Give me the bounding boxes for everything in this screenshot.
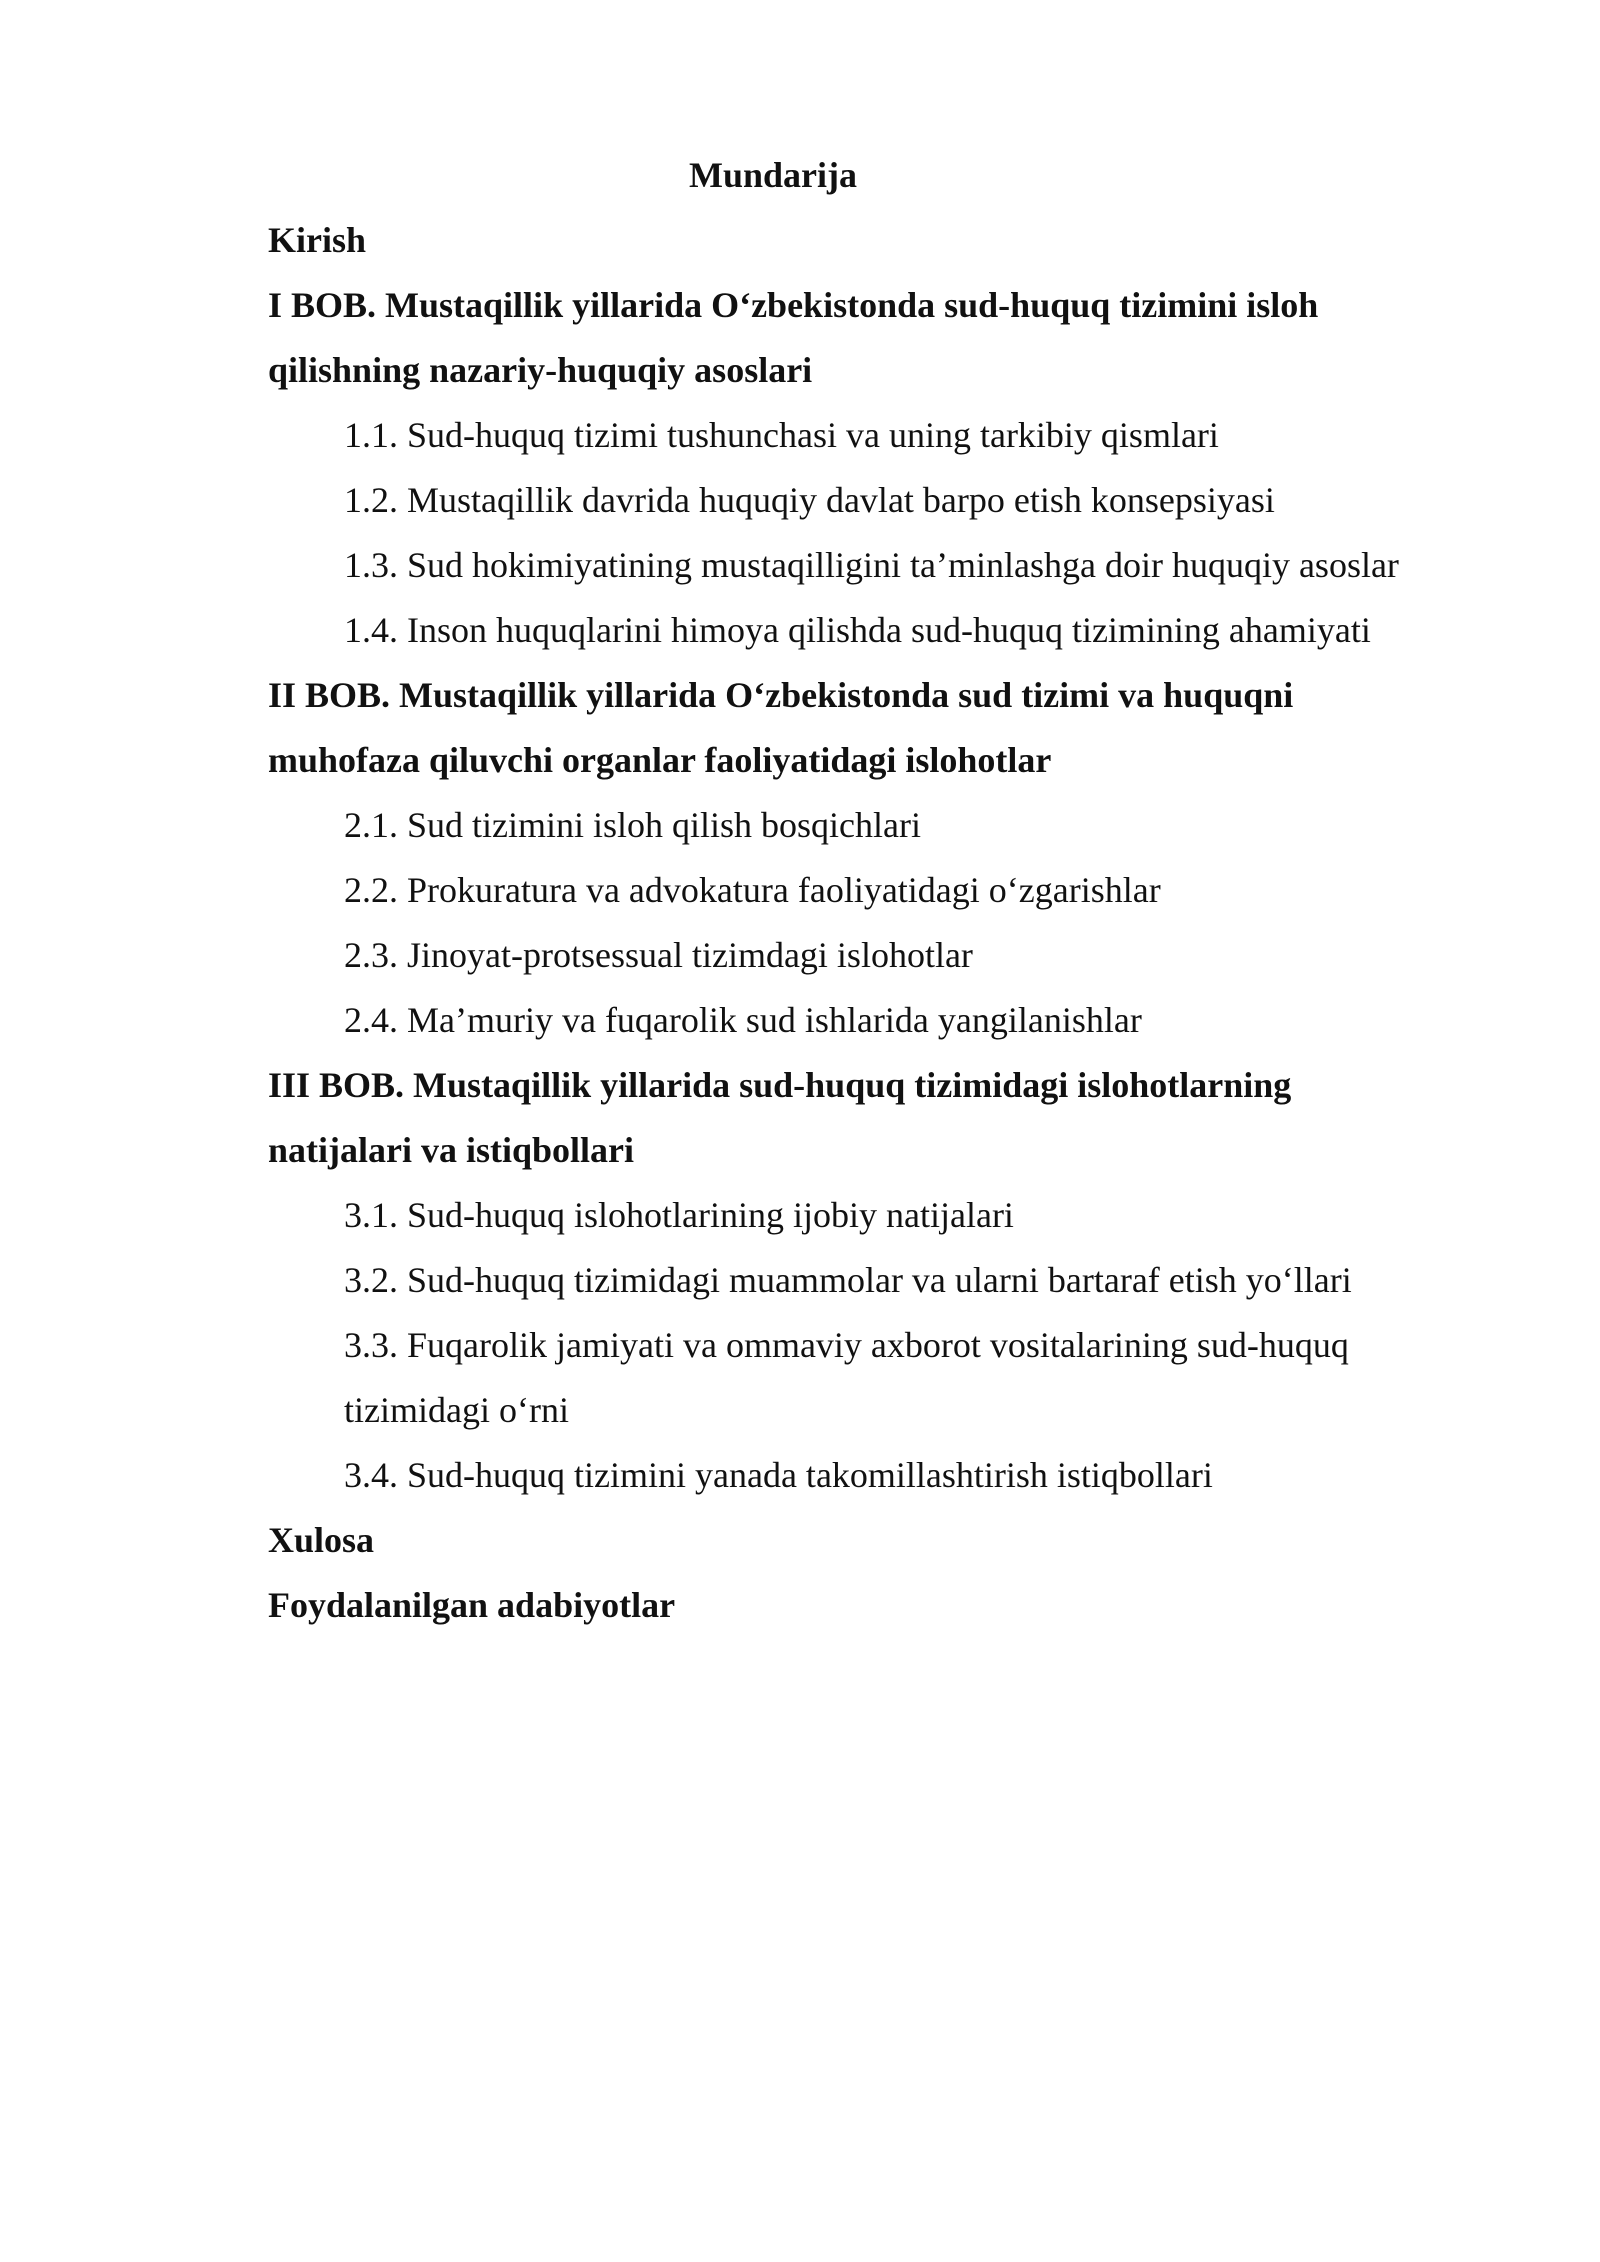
toc-title-text: Mundarija [688,155,857,195]
section-1-1: 1.1. Sud-huquq tizimi tushunchasi va uning tarkibiy qismlari [344,415,1219,455]
section-2-2: 2.2. Prokuratura va advokatura faoliyatidagi o‘zgarishlar [344,870,1161,910]
section-1-2: 1.2. Mustaqillik davrida huquqiy davlat barpo etish konsepsiyasi [344,480,1275,520]
chapter-1-heading: I BOB. Mustaqillik yillarida O‘zbekistonda sud-huquq tizimini isloh [268,285,1319,325]
section-2-1: 2.1. Sud tizimini isloh qilish bosqichlari [344,805,922,845]
section-3-4: 3.4. Sud-huquq tizimini yanada takomillashtirish istiqbollari [344,1455,1213,1495]
section-3-3-continued: tizimidagi o‘rni [344,1390,569,1430]
chapter-3-heading: III BOB. Mustaqillik yillarida sud-huquq tizimidagi islohotlarning [268,1065,1292,1105]
section-3-1: 3.1. Sud-huquq islohotlarining ijobiy natijalari [344,1195,1014,1235]
section-2-3: 2.3. Jinoyat-protsessual tizimdagi islohotlar [344,935,973,975]
section-3-2: 3.2. Sud-huquq tizimidagi muammolar va ularni bartaraf etish yo‘llari [344,1260,1352,1300]
toc-entry-conclusion: Xulosa [268,1520,375,1560]
section-1-3: 1.3. Sud hokimiyatining mustaqilligini ta’minlashga doir huquqiy asoslar [344,545,1399,585]
chapter-1-heading-continued: qilishning nazariy-huquqiy asoslari [268,350,813,390]
chapter-2-heading-continued: muhofaza qiluvchi organlar faoliyatidagi islohotlar [268,740,1052,780]
section-2-4: 2.4. Ma’muriy va fuqarolik sud ishlarida yangilanishlar [344,1000,1142,1040]
toc-entry-references: Foydalanilgan adabiyotlar [268,1585,676,1625]
chapter-3-heading-continued: natijalari va istiqbollari [268,1130,635,1170]
toc-entry-intro: Kirish [268,220,367,260]
table-of-contents [268,143,1468,1638]
section-3-3: 3.3. Fuqarolik jamiyati va ommaviy axborot vositalarining sud-huquq [344,1325,1349,1365]
chapter-2-heading: II BOB. Mustaqillik yillarida O‘zbekistonda sud tizimi va huquqni [268,675,1294,715]
toc-title [118,143,1298,208]
section-1-4: 1.4. Inson huquqlarini himoya qilishda sud-huquq tizimining ahamiyati [344,610,1371,650]
